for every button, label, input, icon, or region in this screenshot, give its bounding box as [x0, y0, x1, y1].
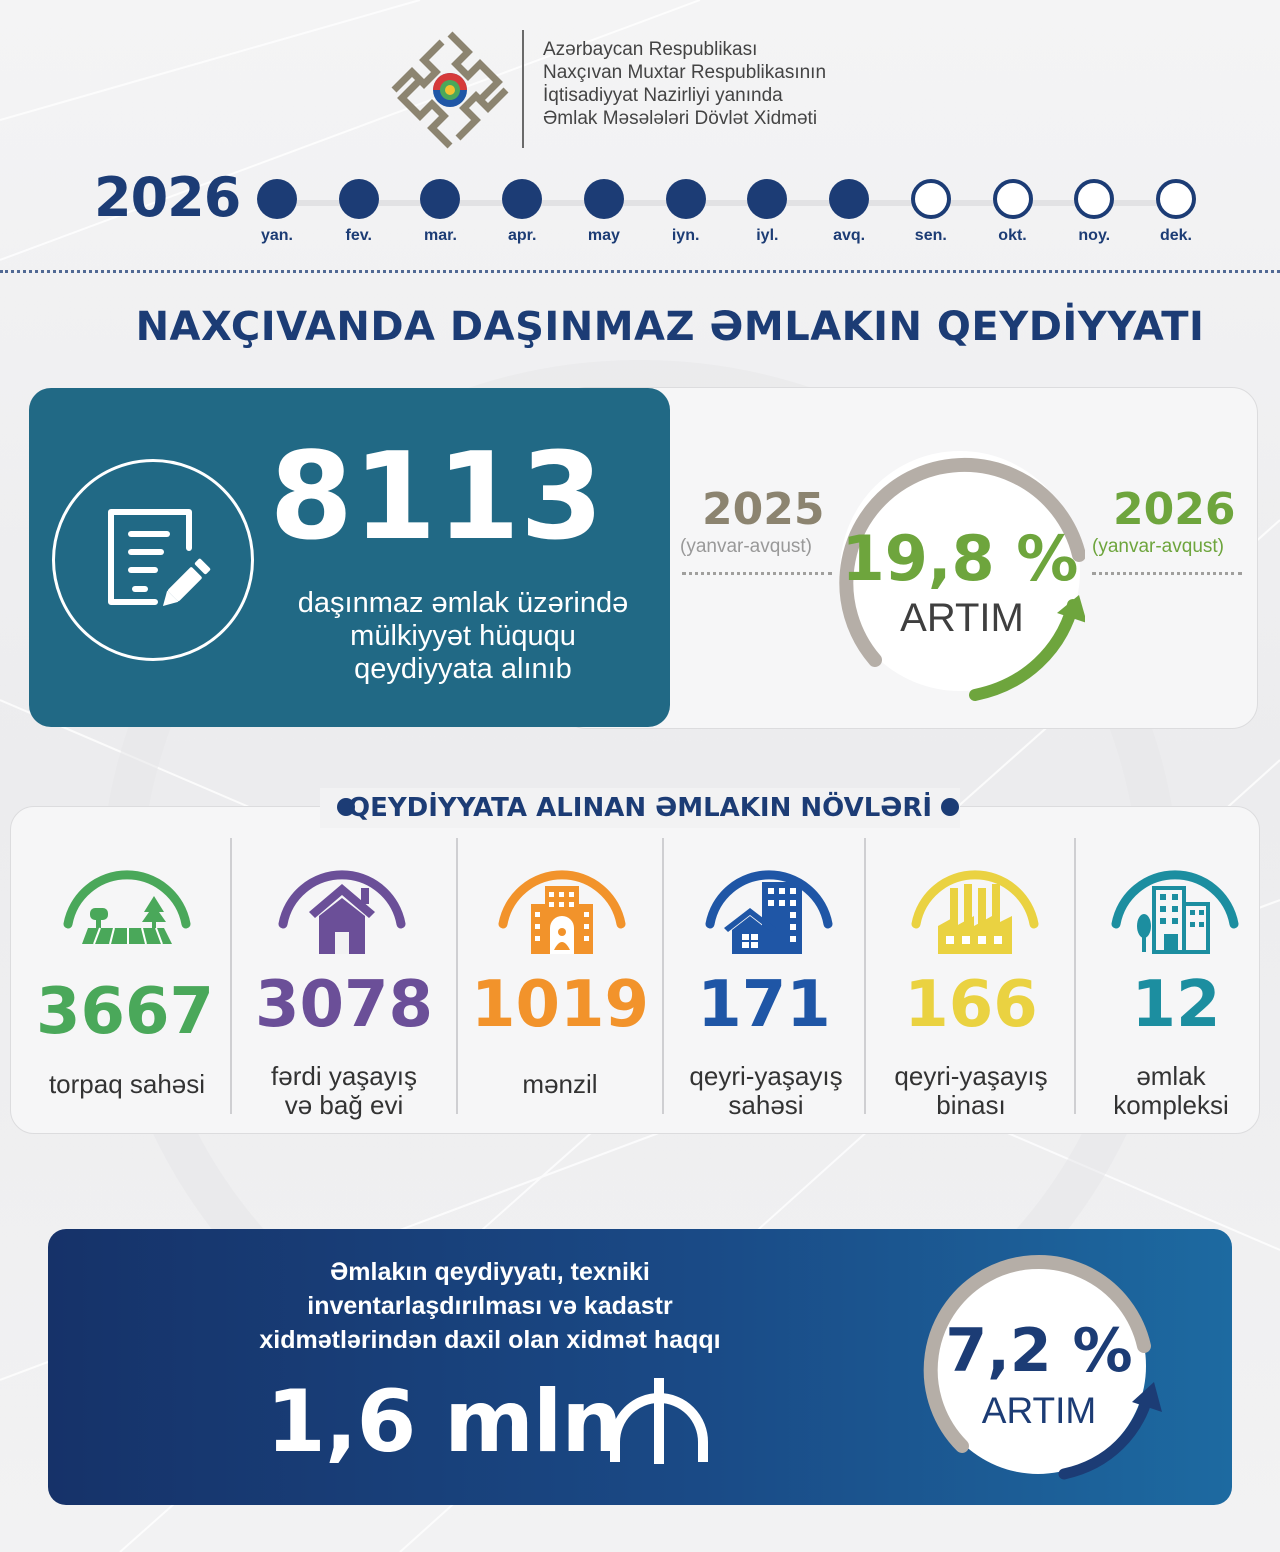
- type-label-line: qeyri-yaşayış: [894, 1061, 1048, 1091]
- type-value-complex: 12: [1131, 968, 1221, 1042]
- month-dot-pending: [1156, 179, 1196, 219]
- header-divider: [522, 30, 524, 148]
- month-label: noy.: [1078, 227, 1111, 244]
- comparison-connector-right: [1092, 572, 1242, 575]
- fee-growth-label: ARTIM: [981, 1390, 1097, 1431]
- type-label-complex: [1076, 1062, 1266, 1120]
- type-value-apartment: 1019: [470, 968, 650, 1042]
- month-dot-completed: [502, 179, 542, 219]
- month-label: iyn.: [671, 227, 700, 244]
- type-value-non-residential-area: 171: [697, 968, 831, 1042]
- apartment-building-icon: [495, 848, 629, 960]
- month-5: [564, 179, 644, 245]
- property-complex-icon: [1108, 848, 1242, 960]
- total-registrations-description: [265, 587, 661, 686]
- month-8: [809, 179, 889, 245]
- fee-description-line: Əmlakın qeydiyyatı, texniki: [330, 1258, 650, 1286]
- month-9: [891, 179, 971, 245]
- description-line: qeydiyyata alınıb: [354, 653, 572, 685]
- comparison-year-current: 2026: [1113, 484, 1236, 535]
- month-label: apr.: [507, 227, 537, 244]
- month-dot-pending: [1074, 179, 1114, 219]
- service-fee-description: [180, 1255, 800, 1357]
- month-label: may: [587, 227, 620, 244]
- month-dot-completed: [829, 179, 869, 219]
- type-label-land: [20, 1070, 234, 1099]
- org-line: Azərbaycan Respublikası: [543, 39, 758, 60]
- comparison-period-previous: (yanvar-avqust): [680, 536, 812, 557]
- type-label-non-residential-area: [666, 1062, 866, 1120]
- org-line: Əmlak Məsələləri Dövlət Xidməti: [543, 108, 818, 129]
- ministry-emblem-logo: [388, 28, 512, 152]
- registration-growth-label: ARTIM: [900, 596, 1024, 640]
- org-line: Naxçıvan Muxtar Respublikasının: [543, 62, 827, 83]
- fee-description-line: xidmətlərindən daxil olan xidmət haqqı: [259, 1326, 721, 1354]
- column-divider: [662, 838, 664, 1114]
- month-1: [237, 179, 317, 245]
- month-label: dek.: [1159, 227, 1192, 244]
- org-line: İqtisadiyyat Nazirliyi yanında: [543, 85, 783, 106]
- month-label: yan.: [260, 227, 293, 244]
- registration-growth-percent: 19,8 %: [841, 522, 1079, 595]
- manat-sign-icon: [607, 1378, 711, 1464]
- comparison-period-current: (yanvar-avqust): [1092, 536, 1224, 557]
- month-dot-completed: [747, 179, 787, 219]
- month-dot-pending: [993, 179, 1033, 219]
- month-6: [646, 179, 726, 245]
- type-value-land: 3667: [35, 975, 215, 1049]
- month-label: fev.: [345, 227, 372, 244]
- month-3: [400, 179, 480, 245]
- type-label-line: sahəsi: [728, 1090, 804, 1120]
- house-icon: [275, 848, 409, 960]
- fee-growth-percent: 7,2 %: [945, 1316, 1133, 1386]
- type-value-house: 3078: [254, 968, 434, 1042]
- type-label-house: [236, 1062, 452, 1120]
- month-2: [319, 179, 399, 245]
- month-label: mar.: [423, 227, 457, 244]
- month-label: okt.: [998, 227, 1027, 244]
- month-dot-completed: [584, 179, 624, 219]
- type-label-line: kompleksi: [1113, 1090, 1229, 1120]
- property-types-title: QEYDİYYATA ALINAN ƏMLAKIN NÖVLƏRİ: [347, 793, 933, 823]
- month-11: [1054, 179, 1134, 245]
- service-fee-value: 1,6 mln: [266, 1372, 622, 1472]
- non-residential-area-icon: [702, 848, 836, 960]
- comparison-year-previous: 2025: [702, 484, 825, 535]
- type-label-line: qeyri-yaşayış: [689, 1061, 843, 1091]
- comparison-connector-left: [682, 572, 832, 575]
- month-7: [727, 179, 807, 245]
- type-label-line: əmlak: [1136, 1061, 1206, 1091]
- type-label-line: fərdi yaşayış: [271, 1061, 417, 1091]
- month-dot-completed: [257, 179, 297, 219]
- registration-total-card: [29, 388, 670, 727]
- month-4: [482, 179, 562, 245]
- dotted-separator: [0, 270, 1280, 273]
- total-registrations-value: 8113: [269, 428, 604, 567]
- type-label-line: torpaq sahəsi: [48, 1069, 206, 1099]
- month-12: [1136, 179, 1216, 245]
- fee-description-line: inventarlaşdırılması və kadastr: [307, 1292, 673, 1320]
- description-line: mülkiyyət hüququ: [350, 620, 576, 652]
- type-value-factory: 166: [904, 968, 1038, 1042]
- organization-name: [543, 38, 963, 130]
- month-label: iyl.: [756, 227, 779, 244]
- factory-icon: [908, 848, 1042, 960]
- timeline-year: 2026: [94, 166, 241, 229]
- month-dot-pending: [911, 179, 951, 219]
- month-10: [973, 179, 1053, 245]
- month-label: sen.: [914, 227, 947, 244]
- month-label: avq.: [833, 227, 866, 244]
- type-label-line: binası: [936, 1090, 1006, 1120]
- type-label-apartment: [460, 1070, 660, 1099]
- month-dot-completed: [339, 179, 379, 219]
- type-label-factory: [868, 1062, 1074, 1120]
- month-dot-completed: [666, 179, 706, 219]
- description-line: daşınmaz əmlak üzərində: [297, 587, 629, 619]
- land-plot-icon: [60, 848, 194, 960]
- column-divider: [456, 838, 458, 1114]
- month-dot-completed: [420, 179, 460, 219]
- type-label-line: mənzil: [522, 1069, 598, 1099]
- page-title: NAXÇIVANDA DAŞINMAZ ƏMLAKIN QEYDİYYATI: [135, 304, 1205, 350]
- type-label-line: və bağ evi: [284, 1090, 404, 1120]
